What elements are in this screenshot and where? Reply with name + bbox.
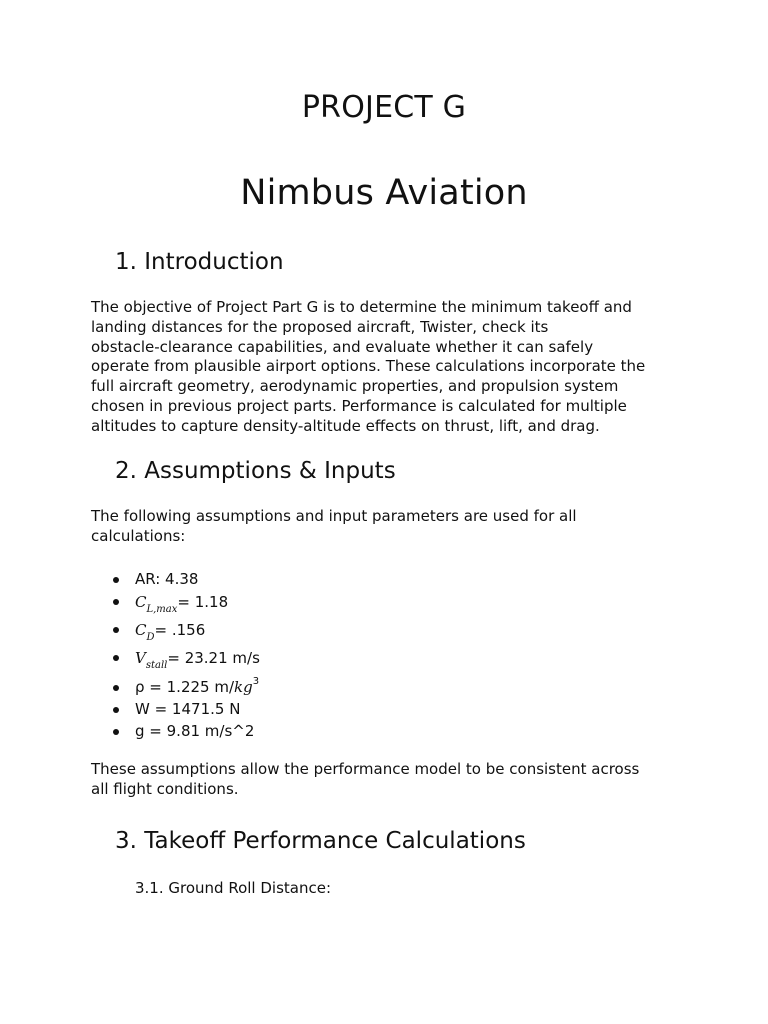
item-text: W = 1471.5 N [135, 700, 241, 718]
bullet-icon [113, 627, 119, 633]
item-text: AR: 4.38 [135, 570, 199, 588]
math-subscript: L,max [146, 604, 178, 615]
paragraph-line: These assumptions allow the performance model to be consistent across [91, 760, 640, 778]
list-item-weight [110, 698, 260, 720]
bullet-icon [113, 707, 119, 713]
paragraph-line: landing distances for the proposed aircraft, Twister, check its [91, 317, 549, 336]
paragraph-line: The objective of Project Part G is to determine the minimum takeoff and [91, 298, 632, 316]
section-heading-introduction: 1. Introduction [115, 249, 284, 275]
item-value: = 23.21 m/s [167, 649, 260, 667]
paragraph-line: altitudes to capture density-altitude effects on thrust, lift, and drag. [91, 416, 600, 435]
item-text: g = 9.81 m/s^2 [135, 722, 255, 740]
math-unit: kg [234, 678, 253, 696]
bullet-icon [113, 655, 119, 661]
math-symbol: C [135, 621, 147, 639]
math-symbol: C [135, 593, 147, 611]
math-subscript: stall [145, 660, 168, 671]
list-item-cl-max [110, 590, 260, 618]
item-value: = 1.18 [177, 593, 229, 611]
bullet-icon [113, 729, 119, 735]
list-item-cd [110, 618, 260, 646]
list-item-density [110, 674, 260, 698]
section-heading-takeoff: 3. Takeoff Performance Calculations [115, 828, 526, 854]
paragraph-line: calculations: [91, 526, 186, 545]
math-subscript: D [146, 632, 155, 643]
bullet-icon [113, 599, 119, 605]
assumptions-list [110, 568, 260, 742]
assumptions-intro-paragraph [91, 507, 691, 547]
paragraph-line: operate from plausible airport options. These calculations incorporate the [91, 357, 646, 376]
paragraph-line: chosen in previous project parts. Performance is calculated for multiple [91, 396, 627, 415]
math-superscript: 3 [252, 676, 260, 687]
list-item-aspect-ratio [110, 568, 260, 590]
assumptions-closing-paragraph [91, 760, 691, 800]
document-subtitle: Nimbus Aviation [240, 173, 528, 213]
list-item-gravity [110, 720, 260, 742]
document-title: PROJECT G [301, 90, 467, 125]
list-item-v-stall [110, 646, 260, 674]
paragraph-line: full aircraft geometry, aerodynamic properties, and propulsion system [91, 377, 619, 396]
section-heading-assumptions: 2. Assumptions & Inputs [115, 458, 396, 484]
paragraph-line: all flight conditions. [91, 779, 239, 798]
math-symbol: V [135, 649, 146, 667]
introduction-paragraph [91, 298, 691, 437]
subsection-heading-ground-roll: 3.1. Ground Roll Distance: [135, 879, 332, 897]
bullet-icon [113, 685, 119, 691]
item-text: ρ = 1.225 m/ [135, 678, 235, 696]
bullet-icon [113, 577, 119, 583]
item-value: = .156 [154, 621, 206, 639]
paragraph-line: obstacle-clearance capabilities, and evaluate whether it can safely [91, 337, 594, 356]
paragraph-line: The following assumptions and input parameters are used for all [91, 507, 577, 525]
